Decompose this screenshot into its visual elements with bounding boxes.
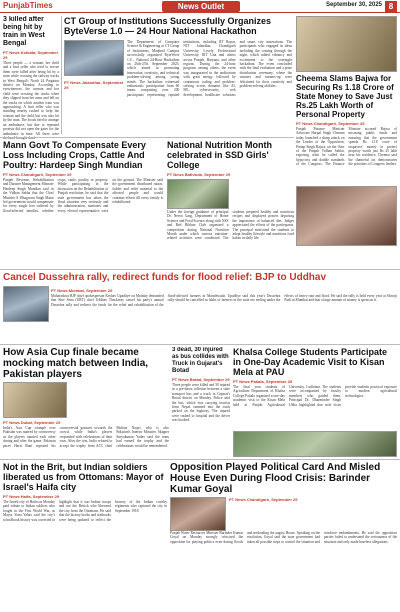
column-divider xyxy=(61,16,62,134)
byline: PT News Jalandhar, September 29 xyxy=(64,80,124,90)
byline-block xyxy=(64,78,124,90)
headline: National Nutrition Month celebrated in SSD Girls' College xyxy=(167,140,272,170)
nutrition-photo xyxy=(167,179,229,209)
article-haifa-indian-soldiers xyxy=(3,462,167,610)
headline: Khalsa College Students Participate in One-Day Academic Visit to Kisan Mela at PAU xyxy=(233,347,388,377)
article-mann-govt-compensation xyxy=(3,140,163,266)
page-number: 8 xyxy=(385,1,397,12)
row-divider xyxy=(0,344,400,345)
headline: Opposition Played Political Card And Misled House Even During Flood Crisis: Barinder Kumar Goyal xyxy=(170,462,381,495)
article-khalsa-college xyxy=(233,347,397,457)
headline: Cancel Dussehra rally, redirect funds for flood relief: BJP to Uddhav xyxy=(3,272,327,283)
upadhye-photo xyxy=(3,286,49,322)
article-body: The Department of Computer Science & Engineering at CT Group of Institutions, Maqbool Campus successfully organized ByteVerse 1.0 – National 24-Hour Hackathon on 26th-27th September 2025, which aimed at promoting innovation, creativity, and technical problem-solving among young minds. The hackathon witnessed enthusiastic participation from 60 teams comprising over 200 participants representing reputed institutions, including IIT Ropar, NIT Jalandhar, Chandigarh University, Lovely Professional University, IIIT Una and others across Punjab, Haryana, and other regions. During the 24-hour program, among others, the event was inaugurated in the auditorium with great energy, followed by continuous coding and problem-solving across domains like AI, ML, cybersecurity, web development, healthcare solutions and smart city innovations. The participants who engaged in ideas including the coming through the night, which added vibrancy and excitement to the overnight hackathon. The event concluded with the final evaluation and a prize distribution ceremony, where the winners and runners-up were felicitated for their creativity and problem-solving abilities. xyxy=(127,40,292,97)
headline: How Asia Cup finale became mocking match between India, Pakistan players xyxy=(3,347,149,380)
headline: Mann Govt To Compensate Every Loss Including Crops, Cattle And Poultry: Hardeep Singh Mundian xyxy=(3,140,146,170)
byline: PT News Bathinda, September 29 xyxy=(167,172,231,177)
article-cheema-bajwa xyxy=(296,74,397,182)
article-train-accident xyxy=(3,16,59,140)
byline: PT News Mumbai, September 29 xyxy=(51,288,113,293)
article-body: India's Asia Cup triumph over Pakistan was marred by controversy as the players taunted each other during and after the game. Pakistan pacer Haris Rauf repeated his controversial gestures towards the crowd, while India's players responded with celebrations of their own. After the win, India refused to accept the trophy from ACC chief Mohsin Naqvi, who is also Pakistan's Interior Minister. Skipper Suryakumar Yadav said the team had earned the trophy and the celebrations would be remembered. xyxy=(3,426,169,448)
headline: Cheema Slams Bajwa for Securing Rs 1.18 Crore of State Money to Save Just Rs.25 Lakh Worth of Personal Property xyxy=(296,74,394,119)
headline: 3 dead, 30 injured as bus collides with Truck in Gujarat's Botad xyxy=(172,347,229,374)
row-divider xyxy=(0,137,294,138)
byline: PT News Patiala, September 29 xyxy=(233,379,293,384)
minister-photo xyxy=(296,186,397,246)
article-body: Maharashtra BJP chief spokesperson Keshav Upadhye on Monday demanded that Shiv Sena (UBT) chief Uddhav Thackeray cancel his party's annual Dussehra rally and redirect the funds for the relief and rehabilitation of the flood-affected farmers in Marathwada. Upadhye said this year's Dussehra rally should be cancelled as lakhs of farmers in the state are reeling under the effects of heavy rain and flood. He said the rally is held every year at Shivaji Park in Mumbai and that a large amount of money is spent on it. xyxy=(51,294,397,307)
kisan-mela-photo xyxy=(233,431,397,457)
article-body: The final year students of Agriculture Department of Khalsa College Patiala organized a one-day academic visit to the Kisan Mela held at Punjab Agricultural University, Ludhiana. The students were accompanied by faculty members who guided them. Principal Dr. Dharminder Singh Ubha highlighted that such visits provide students practical exposure to modern agricultural technologies. xyxy=(233,385,397,407)
article-body: Three people — a woman, her child and a fruit seller also tried to rescue them were killed after being hit by a train while crossing the railway tracks in West Bengal's North 24 Parganas district on Monday. According to eyewitnesses, the woman and her child were crossing the tracks when they slipped from her arms and fell on the tracks on which another train was approaching. A fruit seller who was standing nearby rushed to help the woman and the child but was also hit by the train. The locals tried to arrange an ambulance, but due to repeated protests did not open the gates for the ambulance in time. All three were xyxy=(3,61,59,136)
article-ct-group-hackathon xyxy=(64,16,292,134)
byline: PT News Chandigarh, September 29 xyxy=(3,172,72,177)
row-divider xyxy=(0,269,400,270)
article-asia-cup xyxy=(3,347,169,457)
article-body: Three people were killed and 30 injured in a pre-dawn collision between a state transport bus and a truck in Gujarat's Botad district on Monday. Police said the bus, which was carrying tourists from Nepal, rammed into the truck parked on the highway. The injured were rushed to hospital and the driver was booked. xyxy=(172,383,230,423)
section-title: News Outlet xyxy=(162,1,240,12)
asia-cup-photo xyxy=(3,382,67,418)
byline: PT News Haifa, September 29 xyxy=(3,494,60,499)
goyal-photo xyxy=(170,497,226,531)
article-nutrition-month xyxy=(167,140,294,266)
hackathon-photo xyxy=(64,40,124,76)
byline: PT News Dubai, September 29 xyxy=(3,420,61,425)
brand-logo: PunjabTimes xyxy=(3,1,53,10)
article-body: Punjab Revenue, Rehabilitation and Disaster Management Minister Hardeep Singh Mundian said in the Vidhan Sabha that the Chief Minister S. Bhagwant Singh Mann led government would compensate for every single loss suffered by flood-affected families, whether crops, cattle, poultry or property. While participating in the discussion on the Rehabilitation of Punjab resolution, he said that the state government has taken the flood situation very seriously and the administration, ministers and every elected representative were on the ground. The Minister said the government distributed ration, fodder and relief material to the affected people and would continue efforts till every family is rehabilitated. xyxy=(3,178,163,213)
byline: PT News Botad, September 29 xyxy=(172,377,230,382)
article-bus-accident xyxy=(172,347,230,457)
article-body: The Israeli city of Haifa on Monday paid tribute to Indian soldiers who fought in the First World War, as Mayor Yona Yahav said the city's schoolbook history was corrected to highlight that it was Indian troops and not the British who liberated the city from the Ottomans. He said that the history books and textbooks were being updated to reflect the bravery of the Indian cavalry regiments who captured the city in September 1918. xyxy=(3,500,167,522)
article-body: Punjab Finance Minister Advocate Harpal Singh Cheema today launched a sharp attack on the Leader of the Opposition, Partap Singh Bajwa, on the floor of the Punjab Vidhan Sabha, exposing what he called the hypocrisy and double standards of the Congress. The Finance Minister accused Bajwa of misusing public funds and ensuring that the government spends Rs 1.18 crore of taxpayers' money to protect property worth just Rs 25 lakh near his residence. Cheema said the shameful act demonstrates the priorities of Congress leaders. xyxy=(296,127,397,167)
headline: 3 killed after being hit by train in West Bengal xyxy=(3,16,45,47)
article-opposition-political-card xyxy=(170,462,397,610)
right-column-photo xyxy=(296,16,397,72)
row-divider xyxy=(0,459,400,460)
article-body: Under the foreign guidance of principal Dr. Neeru Garg, Department of Home Science and Food Science along with NSS and Red Ribbon Club organized a competition during National Nutrition Month under which various nutrition-related activities were conducted. The students prepared healthy and nutritious recipes and displayed posters depicting the importance of balanced diet. Judges appreciated the efforts of the participants. The principal motivated the students to adopt healthy lifestyle and nutritious food habits in daily life. xyxy=(167,210,294,241)
byline: PT News Kolkata, September 29 xyxy=(3,50,59,60)
masthead xyxy=(0,0,400,13)
edition-date: September 30, 2025 xyxy=(325,2,382,8)
article-dussehra-rally xyxy=(3,272,397,342)
byline: PT News Chandigarh, September 29 xyxy=(296,121,365,126)
article-body: Punjab Water Resources Minister Barinder Kumar Goyal on Monday strongly criticised the opposition for playing politics even during floods and misleading the august House. Speaking on the resolution, Goyal said the state government had taken all possible steps to control the situation and reinforce embankments. He said the opposition parties failed to understand the seriousness of the situation and only made baseless allegations. xyxy=(170,531,397,544)
byline: PT News Chandigarh, September 29 xyxy=(229,497,298,502)
headline: Not in the Brit, but Indian soldiers liberated us from Ottomans: Mayor of Israel's Haifa city xyxy=(3,462,164,492)
headline: CT Group of Institutions Successfully Organizes ByteVerse 1.0 — 24 Hour National Hackathon xyxy=(64,16,272,36)
